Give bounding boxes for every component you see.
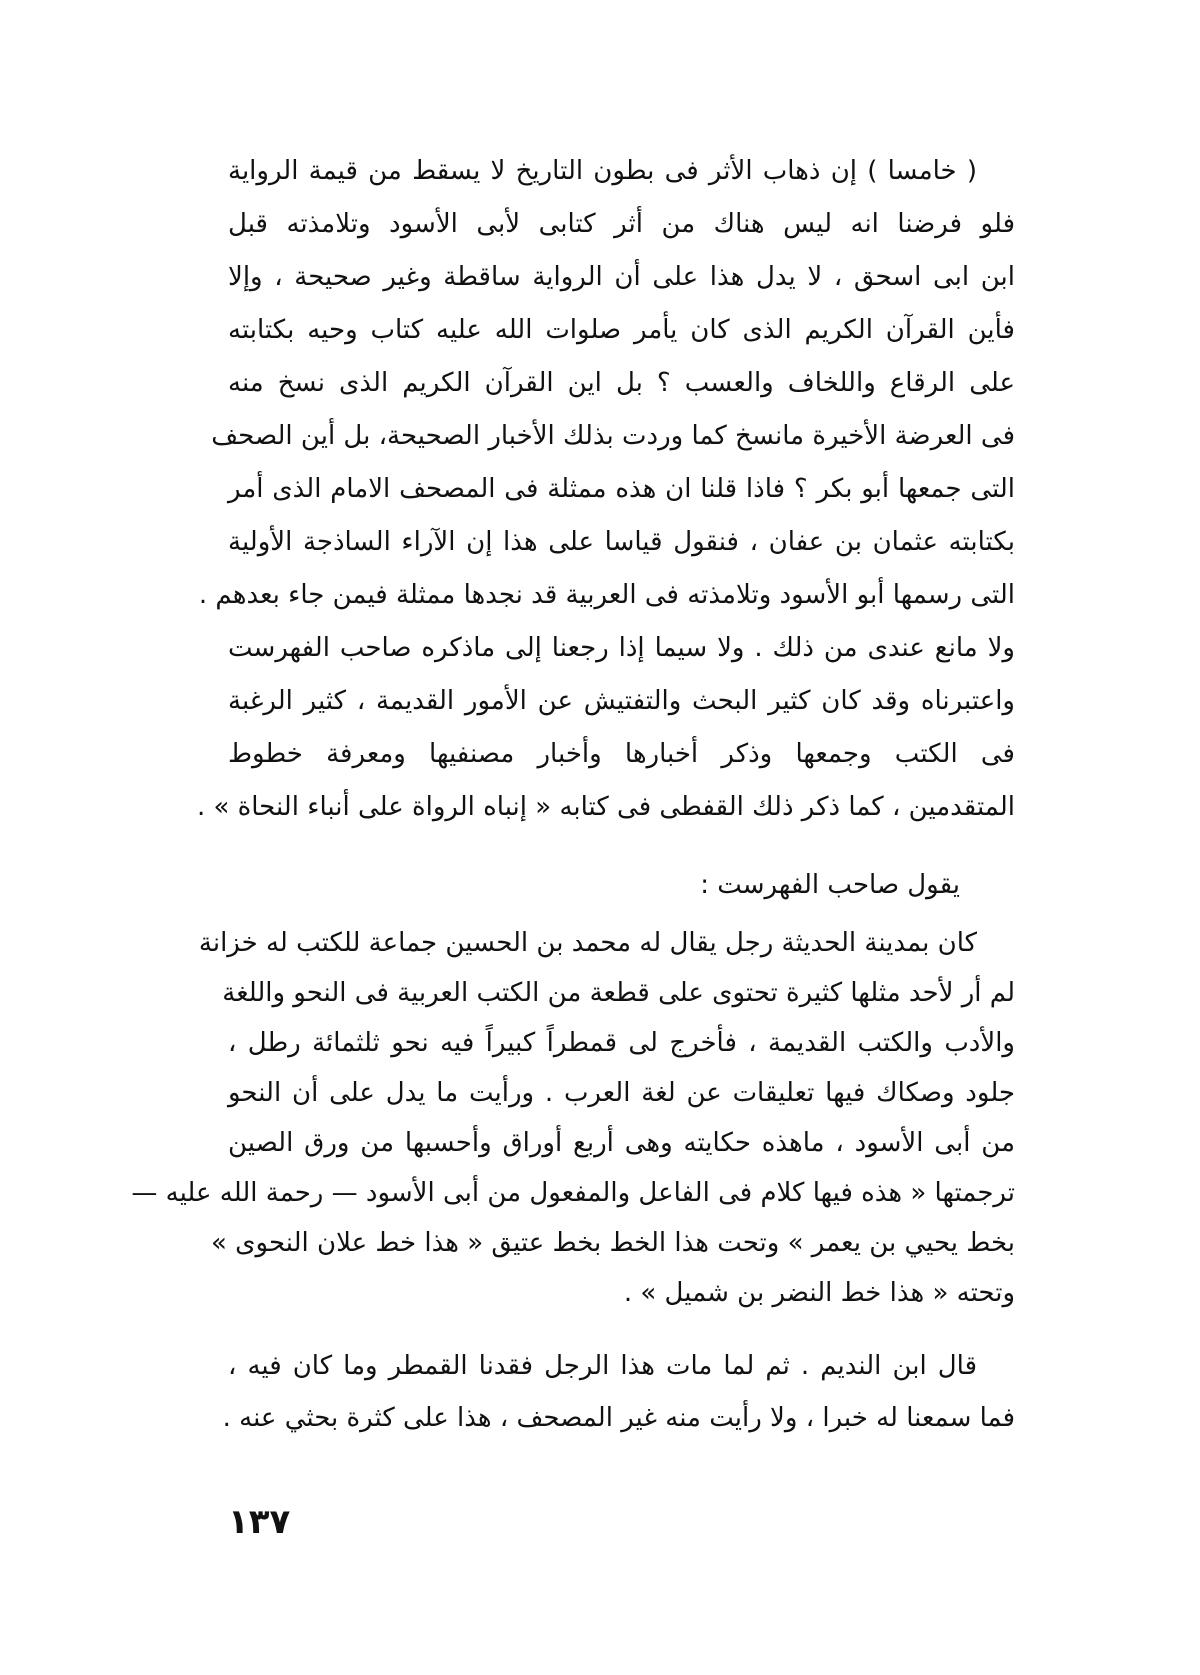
text-line: على الرقاع واللخاف والعسب ؟ بل اين القرآن الكريم الذى نسخ منه [228, 368, 1015, 398]
text-line: المتقدمين ، كما ذكر ذلك القفطى فى كتابه « إنباه الرواة على أنباء النحاة » . [196, 792, 1015, 822]
text-line: ولا مانع عندى من ذلك . ولا سيما إذا رجعنا إلى ماذكره صاحب الفهرست [228, 633, 1015, 663]
text-line: من أبى الأسود ، ماهذه حكايته وهى أربع أوراق وأحسبها من ورق الصين [228, 1128, 1015, 1158]
text-line: التى جمعها أبو بكر ؟ فاذا قلنا ان هذه ممثلة فى المصحف الامام الذى أمر [228, 474, 1015, 504]
text-line: بكتابته عثمان بن عفان ، فنقول قياسا على هذا إن الآراء الساذجة الأولية [228, 527, 1015, 557]
text-line: فأين القرآن الكريم الذى كان يأمر صلوات الله عليه كتاب وحيه بكتابته [228, 315, 1015, 345]
text-line: والأدب والكتب القديمة ، فأخرج لى قمطراً كبيراً فيه نحو ثلثمائة رطل ، [228, 1028, 1015, 1058]
text-line: ( خامسا ) إن ذهاب الأثر فى بطون التاريخ لا يسقط من قيمة الرواية [228, 156, 977, 186]
text-line: كان بمدينة الحديثة رجل يقال له محمد بن الحسين جماعة للكتب له خزانة [198, 928, 977, 958]
text-line: جلود وصكاك فيها تعليقات عن لغة العرب . ورأيت ما يدل على أن النحو [228, 1078, 1015, 1108]
paragraph-fifth-point [196, 145, 1015, 834]
text-line: فلو فرضنا انه ليس هناك من أثر كتابى لأبى الأسود وتلامذته قبل [228, 209, 1015, 239]
text-line: التى رسمها أبو الأسود وتلامذته فى العربية قد نجدها ممثلة فيمن جاء بعدهم . [198, 580, 1015, 610]
paragraph-fihrist-quote [131, 918, 1015, 1318]
text-line: بخط يحيي بن يعمر » وتحت هذا الخط بخط عتيق « هذا خط علان النحوى » [210, 1228, 1015, 1258]
text-line: وتحته « هذا خط النضر بن شميل » . [623, 1278, 1015, 1308]
section-heading: يقول صاحب الفهرست : [700, 870, 960, 900]
paragraph-ibn-nadim [222, 1340, 1015, 1444]
text-line: فما سمعنا له خبرا ، ولا رأيت منه غير المصحف ، هذا على كثرة بحثي عنه . [222, 1403, 1015, 1433]
text-line: قال ابن النديم . ثم لما مات هذا الرجل فقدنا القمطر وما كان فيه ، [228, 1351, 977, 1381]
page-number: ١٣٧ [228, 1502, 291, 1542]
text-line: فى العرضة الأخيرة مانسخ كما وردت بذلك الأخبار الصحيحة، بل أين الصحف [211, 421, 1015, 451]
text-line: واعتبرناه وقد كان كثير البحث والتفتيش عن الأمور القديمة ، كثير الرغبة [228, 686, 1015, 716]
text-line: فى الكتب وجمعها وذكر أخبارها وأخبار مصنفيها ومعرفة خطوط [228, 739, 1015, 769]
text-line: ابن ابى اسحق ، لا يدل هذا على أن الرواية ساقطة وغير صحيحة ، وإلا [228, 262, 1015, 292]
text-line: ترجمتها « هذه فيها كلام فى الفاعل والمفعول من أبى الأسود — رحمة الله عليه — [131, 1178, 1015, 1208]
text-line: لم أر لأحد مثلها كثيرة تحتوى على قطعة من الكتب العربية فى النحو واللغة [222, 978, 1015, 1008]
